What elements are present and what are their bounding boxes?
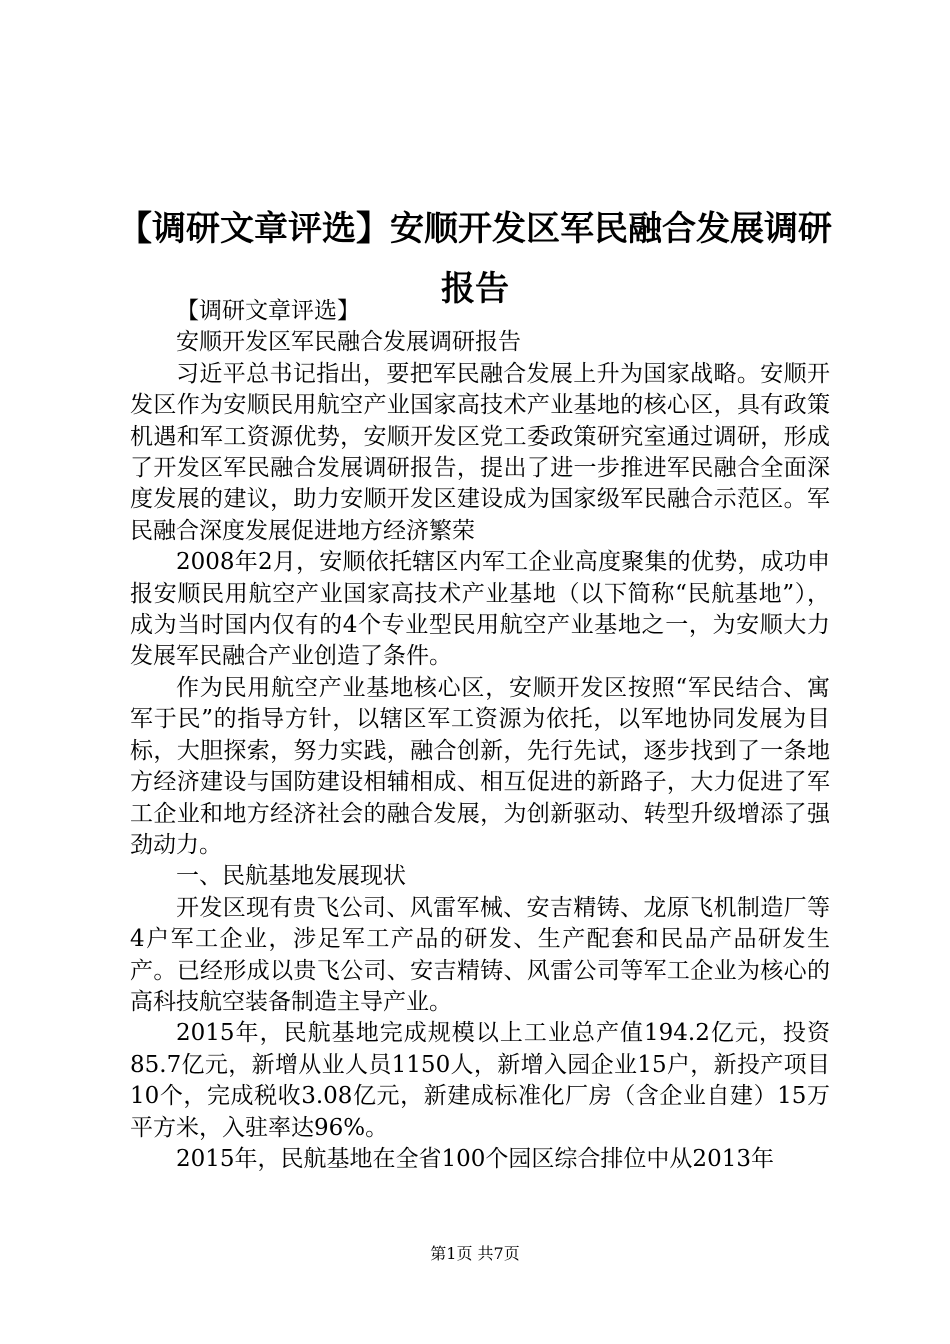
paragraph-2008: 2008年2月，安顺依托辖区内军工企业高度聚集的优势，成功申报安顺民用航空产业国家高技术产业基地（以下简称“民航基地”），成为当时国内仅有的4个专业型民用航空产业基地之一，为安顺大力发展军民融合产业创造了条件。 <box>130 549 830 670</box>
subtitle-line: 安顺开发区军民融合发展调研报告 <box>176 329 521 356</box>
section-heading: 一、民航基地发展现状 <box>176 863 406 890</box>
page-footer: 第1页 共7页 <box>430 1244 520 1263</box>
paragraph-core-zone: 作为民用航空产业基地核心区，安顺开发区按照“军民结合、寓军于民”的指导方针，以辖区军工资源为依托，以军地协同发展为目标，大胆探索，努力实践，融合创新，先行先试，逐步找到了一条地方经济建设与国防建设相辅相成、相互促进的新路子，大力促进了军工企业和地方经济社会的融合发展，为创新驱动、转型升级增添了强劲动力。 <box>130 674 830 858</box>
paragraph-enterprises: 开发区现有贵飞公司、风雷军械、安吉精铸、龙原飞机制造厂等4户军工企业，涉足军工产品的研发、生产配套和民品产品研发生产。已经形成以贵飞公司、安吉精铸、风雷公司等军工企业为核心的高科技航空装备制造主导产业。 <box>130 894 830 1015</box>
paragraph-2015-output: 2015年，民航基地完成规模以上工业总产值194.2亿元，投资85.7亿元，新增从业人员1150人，新增入园企业15户，新投产项目10个，完成税收3.08亿元，新建成标准化厂房（含企业自建）15万平方米，入驻率达96%。 <box>130 1020 830 1141</box>
category-tag-line: 【调研文章评选】 <box>176 298 360 324</box>
paragraph-intro: 习近平总书记指出，要把军民融合发展上升为国家战略。安顺开发区作为安顺民用航空产业国家高技术产业基地的核心区，具有政策机遇和军工资源优势，安顺开发区党工委政策研究室通过调研，形成了开发区军民融合发展调研报告，提出了进一步推进军民融合全面深度发展的建议，助力安顺开发区建设成为国家级军民融合示范区。军民融合深度发展促进地方经济繁荣 <box>130 360 830 544</box>
paragraph-2015-ranking: 2015年，民航基地在全省100个园区综合排位中从2013年 <box>176 1145 774 1172</box>
document-title: 【调研文章评选】安顺开发区军民融合发展调研报告 <box>118 208 832 309</box>
document-body <box>130 296 830 1175</box>
